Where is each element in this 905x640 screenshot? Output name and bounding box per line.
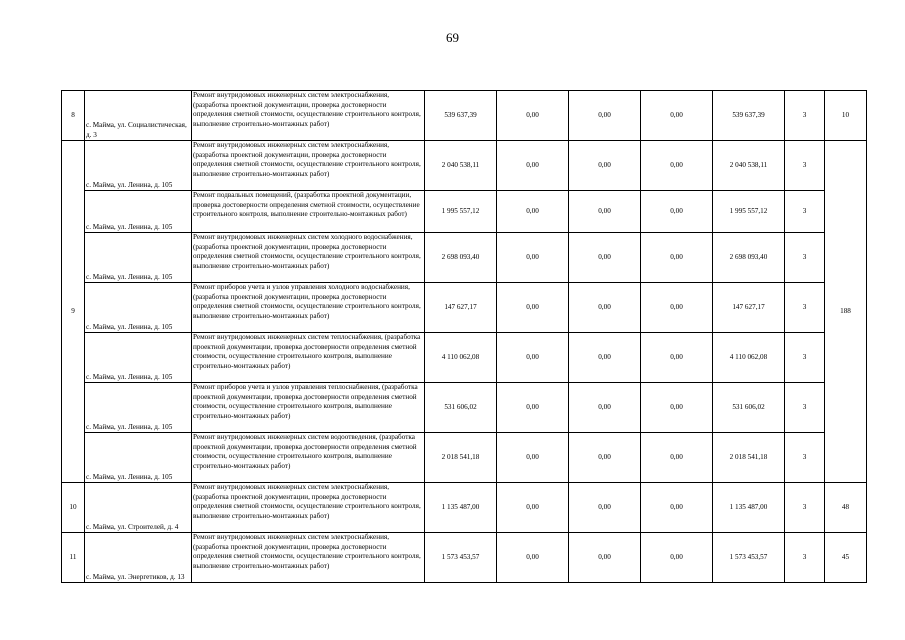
value-cell: 0,00 (641, 433, 713, 483)
value-cell: 0,00 (641, 283, 713, 333)
value-cell: 0,00 (641, 233, 713, 283)
last-value-cell: 48 (825, 483, 867, 533)
count-cell: 3 (785, 283, 825, 333)
value-cell: 0,00 (569, 141, 641, 191)
page-number: 69 (446, 30, 459, 45)
table-row (62, 141, 867, 191)
owner-funds-cell: 4 110 062,08 (713, 333, 785, 383)
work-description-cell: Ремонт приборов учета и узлов управления холодного водоснабжения, (разработка проектной документации, проверка достоверности определения сметной стоимости, осуществление строительного контроля, выполнение строительно-монтажных работ) (192, 283, 425, 333)
table-row (62, 483, 867, 533)
value-cell: 0,00 (497, 233, 569, 283)
value-cell: 0,00 (569, 533, 641, 583)
row-number: 10 (62, 483, 85, 533)
last-value-cell: 45 (825, 533, 867, 583)
value-cell: 0,00 (641, 483, 713, 533)
value-cell: 0,00 (641, 533, 713, 583)
value-cell: 0,00 (641, 141, 713, 191)
address-cell: с. Майма, ул. Строителей, д. 4 (85, 483, 192, 533)
work-description-cell: Ремонт внутридомовых инженерных систем теплоснабжения, (разработка проектной документации, проверка достоверности определения сметной стоимости, осуществление строительного контроля, выполнение строительно-монтажных работ) (192, 333, 425, 383)
work-description-cell: Ремонт внутридомовых инженерных систем водоотведения, (разработка проектной документации, проверка достоверности определения сметной стоимости, осуществление строительного контроля, выполнение строительно-монтажных работ) (192, 433, 425, 483)
value-cell: 0,00 (497, 383, 569, 433)
count-cell: 3 (785, 433, 825, 483)
table-row (62, 433, 867, 483)
owner-funds-cell: 147 627,17 (713, 283, 785, 333)
value-cell: 0,00 (569, 333, 641, 383)
table-row (62, 283, 867, 333)
count-cell: 3 (785, 91, 825, 141)
owner-funds-cell: 2 018 541,18 (713, 433, 785, 483)
count-cell: 3 (785, 191, 825, 233)
owner-funds-cell: 2 698 093,40 (713, 233, 785, 283)
row-number: 9 (62, 141, 85, 483)
value-cell: 0,00 (497, 191, 569, 233)
row-number: 11 (62, 533, 85, 583)
count-cell: 3 (785, 483, 825, 533)
last-value-cell: 188 (825, 141, 867, 483)
owner-funds-cell: 1 573 453,57 (713, 533, 785, 583)
work-description-cell: Ремонт внутридомовых инженерных систем электроснабжения, (разработка проектной документации, проверка достоверности определения сметной стоимости, осуществление строительного контроля, выполнение строительно-монтажных работ) (192, 91, 425, 141)
address-cell: с. Майма, ул. Ленина, д. 105 (85, 233, 192, 283)
address-cell: с. Майма, ул. Энергетиков, д. 13 (85, 533, 192, 583)
total-cost-cell: 2 018 541,18 (425, 433, 497, 483)
value-cell: 0,00 (641, 383, 713, 433)
value-cell: 0,00 (569, 433, 641, 483)
value-cell: 0,00 (497, 483, 569, 533)
owner-funds-cell: 1 135 487,00 (713, 483, 785, 533)
address-cell: с. Майма, ул. Социалистическая, д. 3 (85, 91, 192, 141)
value-cell: 0,00 (497, 283, 569, 333)
address-cell: с. Майма, ул. Ленина, д. 105 (85, 141, 192, 191)
last-value-cell: 10 (825, 91, 867, 141)
work-description-cell: Ремонт подвальных помещений, (разработка проектной документации, проверка достоверности определения сметной стоимости, осуществление строительного контроля, выполнение строительно-монтажных работ) (192, 191, 425, 233)
owner-funds-cell: 531 606,02 (713, 383, 785, 433)
table-row (62, 91, 867, 141)
count-cell: 3 (785, 141, 825, 191)
total-cost-cell: 1 135 487,00 (425, 483, 497, 533)
count-cell: 3 (785, 333, 825, 383)
address-cell: с. Майма, ул. Ленина, д. 105 (85, 383, 192, 433)
row-number: 8 (62, 91, 85, 141)
total-cost-cell: 539 637,39 (425, 91, 497, 141)
address-cell: с. Майма, ул. Ленина, д. 105 (85, 283, 192, 333)
count-cell: 3 (785, 233, 825, 283)
total-cost-cell: 1 573 453,57 (425, 533, 497, 583)
total-cost-cell: 4 110 062,08 (425, 333, 497, 383)
address-cell: с. Майма, ул. Ленина, д. 105 (85, 191, 192, 233)
work-description-cell: Ремонт внутридомовых инженерных систем холодного водоснабжения, (разработка проектной документации, проверка достоверности определения сметной стоимости, осуществление строительного контроля, выполнение строительно-монтажных работ) (192, 233, 425, 283)
work-description-cell: Ремонт внутридомовых инженерных систем электроснабжения, (разработка проектной документации, проверка достоверности определения сметной стоимости, осуществление строительного контроля, выполнение строительно-монтажных работ) (192, 533, 425, 583)
value-cell: 0,00 (641, 333, 713, 383)
work-description-cell: Ремонт внутридомовых инженерных систем электроснабжения, (разработка проектной документации, проверка достоверности определения сметной стоимости, осуществление строительного контроля, выполнение строительно-монтажных работ) (192, 141, 425, 191)
address-cell: с. Майма, ул. Ленина, д. 105 (85, 433, 192, 483)
count-cell: 3 (785, 383, 825, 433)
table-row (62, 333, 867, 383)
work-description-cell: Ремонт приборов учета и узлов управления теплоснабжения, (разработка проектной документации, проверка достоверности определения сметной стоимости, осуществление строительного контроля, выполнение строительно-монтажных работ) (192, 383, 425, 433)
value-cell: 0,00 (497, 533, 569, 583)
owner-funds-cell: 2 040 538,11 (713, 141, 785, 191)
total-cost-cell: 2 040 538,11 (425, 141, 497, 191)
value-cell: 0,00 (497, 433, 569, 483)
value-cell: 0,00 (497, 91, 569, 141)
table-row (62, 533, 867, 583)
address-cell: с. Майма, ул. Ленина, д. 105 (85, 333, 192, 383)
count-cell: 3 (785, 533, 825, 583)
table-row (62, 233, 867, 283)
value-cell: 0,00 (569, 283, 641, 333)
value-cell: 0,00 (497, 141, 569, 191)
value-cell: 0,00 (497, 333, 569, 383)
total-cost-cell: 1 995 557,12 (425, 191, 497, 233)
owner-funds-cell: 1 995 557,12 (713, 191, 785, 233)
value-cell: 0,00 (641, 91, 713, 141)
value-cell: 0,00 (569, 233, 641, 283)
value-cell: 0,00 (569, 483, 641, 533)
value-cell: 0,00 (569, 383, 641, 433)
value-cell: 0,00 (569, 91, 641, 141)
table-row (62, 383, 867, 433)
total-cost-cell: 2 698 093,40 (425, 233, 497, 283)
value-cell: 0,00 (641, 191, 713, 233)
table-row (62, 191, 867, 233)
total-cost-cell: 531 606,02 (425, 383, 497, 433)
repair-works-table (61, 90, 867, 583)
work-description-cell: Ремонт внутридомовых инженерных систем электроснабжения, (разработка проектной документации, проверка достоверности определения сметной стоимости, осуществление строительного контроля, выполнение строительно-монтажных работ) (192, 483, 425, 533)
owner-funds-cell: 539 637,39 (713, 91, 785, 141)
total-cost-cell: 147 627,17 (425, 283, 497, 333)
value-cell: 0,00 (569, 191, 641, 233)
